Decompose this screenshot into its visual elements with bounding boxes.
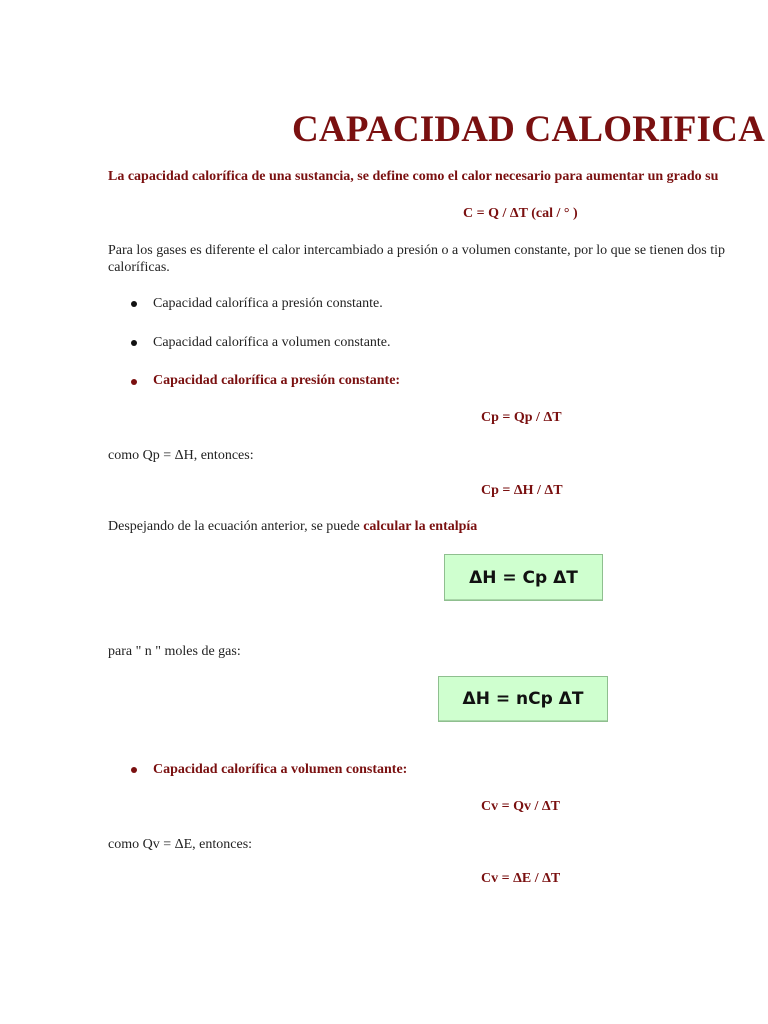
enthalpy-formula-box: [444, 554, 603, 601]
list-item-volume: Capacidad calorífica a volumen constante.: [153, 335, 391, 350]
formula-heat-capacity: C = Q / ΔT (cal / ° ): [463, 206, 578, 221]
formula-cp-enthalpy: Cp = ΔH / ΔT: [481, 483, 563, 498]
gases-paragraph-line2: caloríficas.: [108, 260, 170, 275]
pressure-since-text: como Qp = ΔH, entonces:: [108, 448, 254, 463]
list-item-pressure: Capacidad calorífica a presión constante.: [153, 296, 383, 311]
enthalpy-text: Despejando de la ecuación anterior, se puede: [108, 519, 364, 534]
enthalpy-link[interactable]: calcular la entalpía: [363, 519, 478, 534]
page-title: CAPACIDAD CALORIFICA: [292, 109, 766, 150]
formula-cv-energy: Cv = ΔE / ΔT: [481, 871, 561, 886]
volume-since-text: como Qv = ΔE, entonces:: [108, 837, 253, 852]
bullet-icon: [131, 767, 137, 773]
section-heading-volume: Capacidad calorífica a volumen constante:: [153, 762, 408, 777]
enthalpy-moles-formula-box: [438, 676, 608, 722]
intro-definition: La capacidad calorífica de una sustancia, se define como el calor necesario para aumentar un grado su: [108, 169, 719, 184]
formula-cp: Cp = Qp / ΔT: [481, 410, 562, 425]
bullet-icon: [131, 301, 137, 307]
bullet-icon: [131, 379, 137, 385]
bullet-icon: [131, 340, 137, 346]
section-heading-pressure: Capacidad calorífica a presión constante:: [153, 373, 401, 388]
gases-paragraph-line1: Para los gases es diferente el calor intercambiado a presión o a volumen constante, por lo que se tienen dos tip: [108, 243, 725, 258]
enthalpy-formula: ΔH = Cp ΔT: [469, 567, 578, 588]
enthalpy-paragraph: [108, 518, 477, 535]
moles-text: para " n " moles de gas:: [108, 644, 241, 659]
gases-paragraph: [108, 242, 725, 276]
enthalpy-moles-formula: ΔH = nCp ΔT: [462, 689, 584, 709]
formula-cv: Cv = Qv / ΔT: [481, 799, 560, 814]
